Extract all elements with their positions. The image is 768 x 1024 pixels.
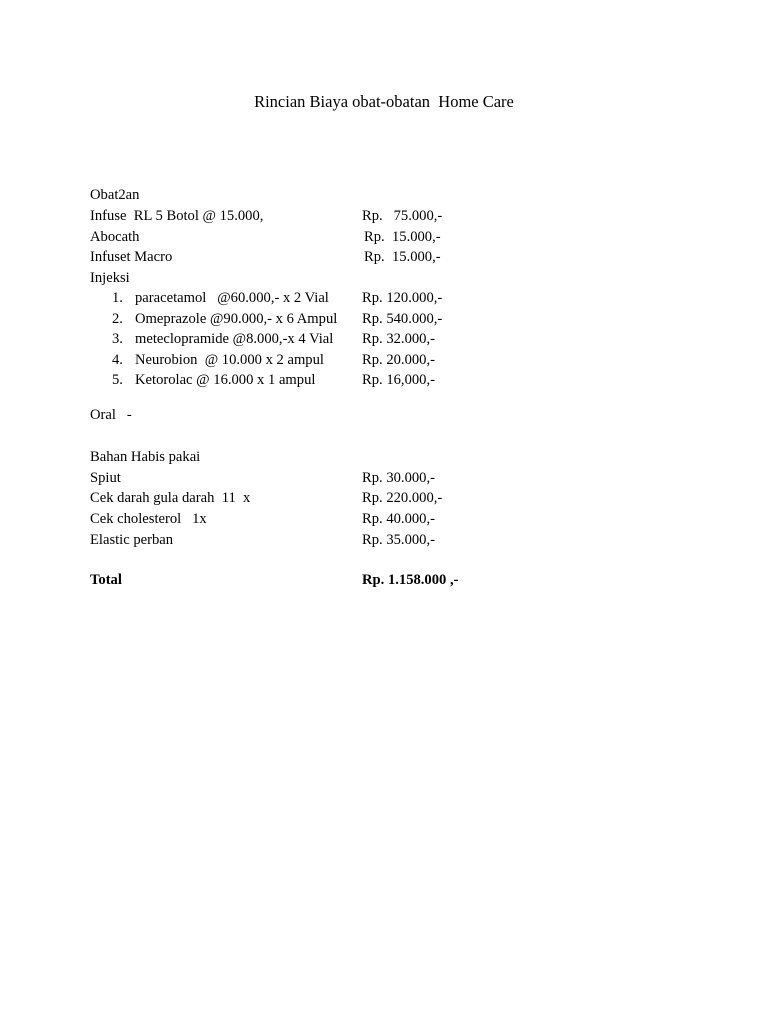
item-amount: Rp. 35.000,- xyxy=(362,532,435,548)
list-item xyxy=(90,509,435,529)
item-number: 3. xyxy=(112,331,123,347)
item-amount: Rp. 20.000,- xyxy=(362,352,435,368)
item-amount: Rp. 75.000,- xyxy=(362,208,443,224)
list-item xyxy=(90,468,435,488)
item-number: 2. xyxy=(112,311,123,327)
section-heading-injeksi xyxy=(90,268,130,288)
total-amount: Rp. 1.158.000 ,- xyxy=(362,572,459,588)
item-label: Elastic perban xyxy=(90,532,174,548)
list-item xyxy=(90,309,443,329)
item-label: Infuse RL 5 Botol @ 15.000, xyxy=(90,208,264,224)
total-label: Total xyxy=(90,572,122,588)
item-label: Neurobion @ 10.000 x 2 ampul xyxy=(135,352,324,368)
item-label: Abocath xyxy=(90,229,140,245)
item-amount: Rp. 120.000,- xyxy=(362,290,443,306)
item-number: 1. xyxy=(112,290,123,306)
item-amount: Rp. 540.000,- xyxy=(362,311,443,327)
item-amount: Rp. 220.000,- xyxy=(362,490,443,506)
item-amount: Rp. 15.000,- xyxy=(364,229,441,245)
section-heading-label: Injeksi xyxy=(90,270,130,286)
page-title: Rincian Biaya obat-obatan Home Care xyxy=(254,92,514,111)
item-label: Ketorolac @ 16.000 x 1 ampul xyxy=(135,372,316,388)
item-number: 5. xyxy=(112,372,123,388)
item-label: Infuset Macro xyxy=(90,249,173,265)
section-heading-label: Obat2an xyxy=(90,187,140,203)
list-item xyxy=(90,288,443,308)
section-heading-bhp xyxy=(90,447,201,467)
section-heading-label: Bahan Habis pakai xyxy=(90,449,201,465)
item-label: meteclopramide @8.000,-x 4 Vial xyxy=(135,331,334,347)
list-item xyxy=(90,329,435,349)
section-heading-obat xyxy=(90,185,140,205)
list-item xyxy=(90,530,435,550)
list-item xyxy=(90,206,443,226)
item-label: Cek darah gula darah 11 x xyxy=(90,490,251,506)
item-number: 4. xyxy=(112,352,123,368)
item-label: Spiut xyxy=(90,470,121,486)
total-row xyxy=(90,570,459,590)
item-label: Cek cholesterol 1x xyxy=(90,511,207,527)
item-amount: Rp. 15.000,- xyxy=(364,249,441,265)
item-amount: Rp. 40.000,- xyxy=(362,511,435,527)
item-amount: Rp. 16,000,- xyxy=(362,372,435,388)
oral-label: Oral - xyxy=(90,407,132,423)
list-item xyxy=(90,227,441,247)
item-label: Omeprazole @90.000,- x 6 Ampul xyxy=(135,311,338,327)
oral-line xyxy=(90,405,132,425)
list-item xyxy=(90,247,441,267)
list-item xyxy=(90,350,435,370)
item-amount: Rp. 32.000,- xyxy=(362,331,435,347)
list-item xyxy=(90,488,443,508)
item-amount: Rp. 30.000,- xyxy=(362,470,435,486)
item-label: paracetamol @60.000,- x 2 Vial xyxy=(135,290,329,306)
list-item xyxy=(90,370,435,390)
